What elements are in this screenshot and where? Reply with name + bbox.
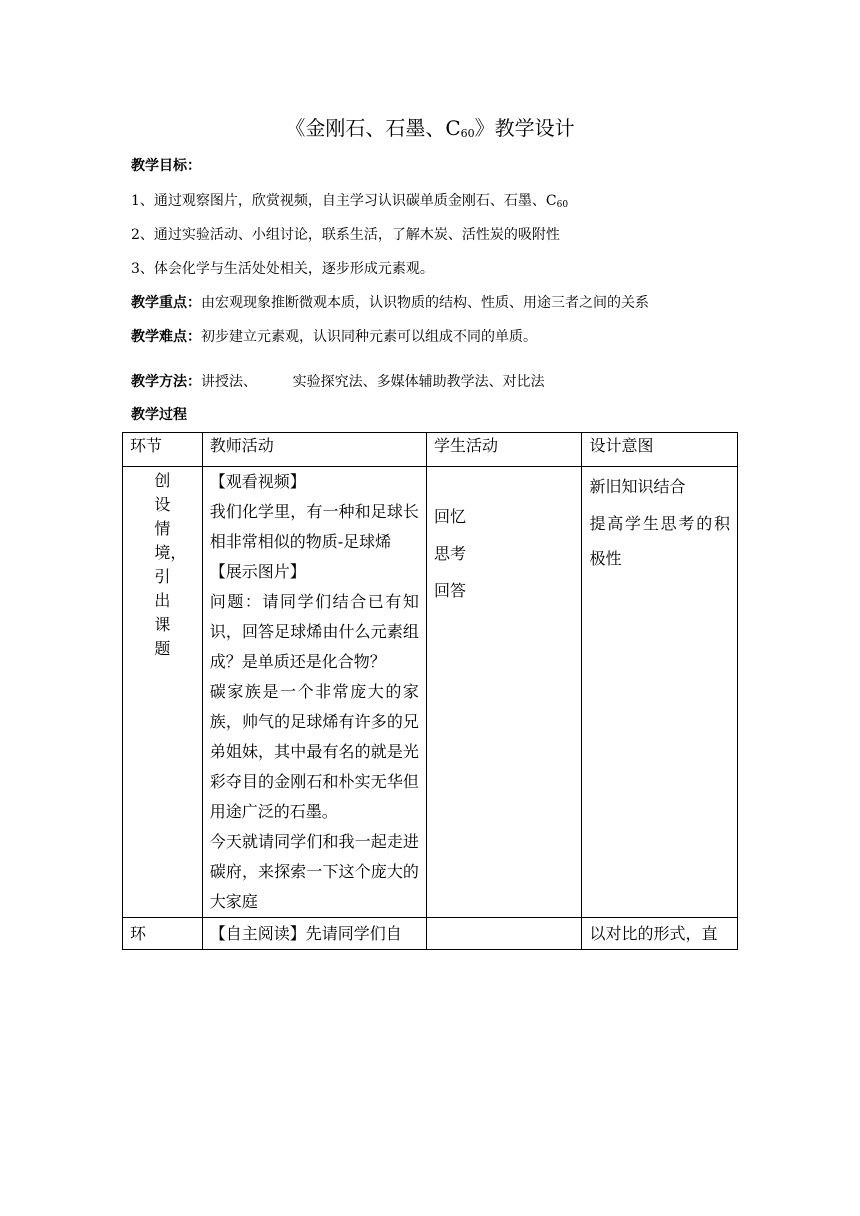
teacher-text-4: 问题：请同学们结合已有知识，回答足球烯由什么元素组成？是单质还是化合物？ <box>209 592 419 671</box>
goals-heading: 教学目标： <box>131 158 201 174</box>
student-text-3: 回答 <box>433 581 466 600</box>
intent-cell <box>582 467 738 918</box>
intent-text: 以对比的形式，直 <box>589 924 718 943</box>
stage-cell <box>123 467 203 918</box>
student-text-1: 回忆 <box>433 507 466 526</box>
key-point: 教学重点：由宏观现象推断微观本质，认识物质的结构、性质、用途三者之间的关系 <box>131 295 649 311</box>
student-cell <box>426 918 582 950</box>
table-row <box>123 467 738 918</box>
student-cell <box>426 467 582 918</box>
teacher-cell <box>202 918 426 950</box>
process-heading: 教学过程 <box>131 407 187 423</box>
process-table <box>122 432 738 950</box>
teacher-text-1: 【观看视频】 <box>209 472 306 491</box>
header-teacher: 教师活动 <box>202 433 426 467</box>
header-intent: 设计意图 <box>582 433 738 467</box>
table-header-row <box>123 433 738 467</box>
stage-cell <box>123 918 203 950</box>
intent-cell <box>582 918 738 950</box>
goal-2: 2、通过实验活动、小组讨论，联系生活，了解木炭、活性炭的吸附性 <box>131 227 560 243</box>
stage-text: 环 <box>130 924 147 943</box>
document-title: 《金刚石、石墨、$C_{60}$》教学设计 <box>285 116 575 140</box>
stage-text: 创设情境，引出课题 <box>154 471 187 658</box>
teacher-text-2: 我们化学里，有一种和足球长相非常相似的物质-足球烯 <box>209 502 419 551</box>
teacher-cell <box>202 467 426 918</box>
student-text-2: 思考 <box>433 544 466 563</box>
teacher-text-3: 【展示图片】 <box>209 562 306 581</box>
difficult-point: 教学难点：初步建立元素观，认识同种元素可以组成不同的单质。 <box>131 329 537 345</box>
teaching-methods: 教学方法：讲授法、 实验探究法、多媒体辅助教学法、对比法 <box>131 374 545 390</box>
goal-1: 1、通过观察图片，欣赏视频，自主学习认识碳单质金刚石、石墨、$C_{60}$ <box>131 193 569 210</box>
header-stage: 环节 <box>123 433 203 467</box>
teacher-text: 【自主阅读】先请同学们自 <box>209 924 402 943</box>
table-row <box>123 918 738 950</box>
intent-text-1: 新旧知识结合 <box>589 477 686 496</box>
teacher-text-6: 今天就请同学们和我一起走进碳府，来探索一下这个庞大的大家庭 <box>209 832 419 911</box>
intent-text-2: 提高学生思考的积极性 <box>589 514 730 568</box>
goal-3: 3、体会化学与生活处处相关，逐步形成元素观。 <box>131 261 434 277</box>
header-student: 学生活动 <box>426 433 582 467</box>
teacher-text-5: 碳家族是一个非常庞大的家族，帅气的足球烯有许多的兄弟姐妹，其中最有名的就是光彩夺目的金刚石和朴实无华但用途广泛的石墨。 <box>209 682 419 821</box>
